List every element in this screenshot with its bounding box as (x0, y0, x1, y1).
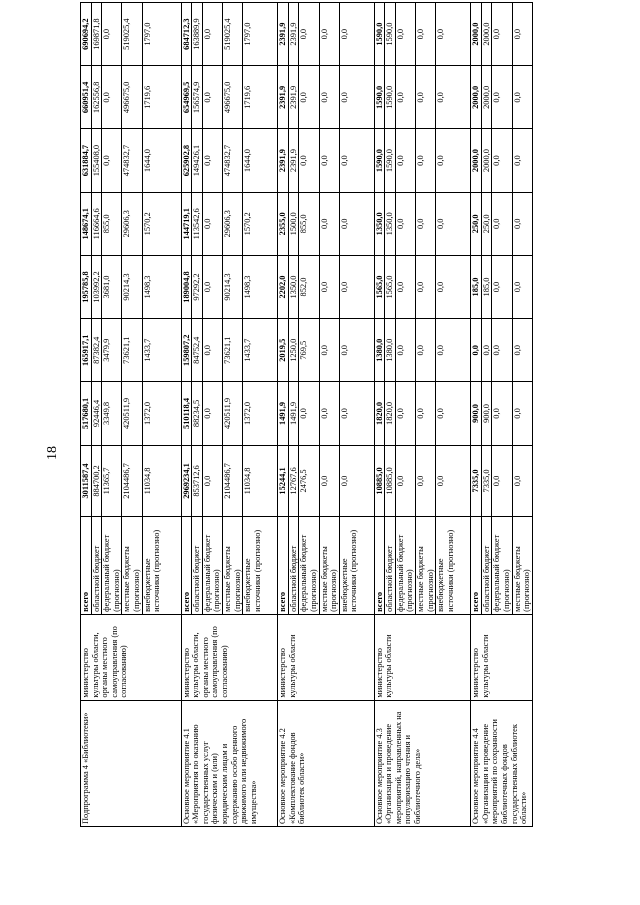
amount-cell: 654969,5 (181, 66, 192, 129)
amount-cell: 0,0 (492, 445, 512, 517)
amount-cell: 0,0 (299, 129, 319, 192)
amount-cell: 0,0 (481, 319, 492, 382)
amount-cell: 189004,8 (181, 255, 192, 318)
amount-cell: 0,0 (471, 319, 482, 382)
amount-cell: 1498,3 (142, 255, 181, 318)
amount-cell: 185,0 (471, 255, 482, 318)
amount-cell: 1590,0 (385, 3, 396, 66)
amount-cell: 2000,0 (471, 129, 482, 192)
amount-cell: 631884,7 (81, 129, 92, 192)
funding-source-cell: областной бюджет (288, 517, 299, 615)
funding-source-cell: всего (374, 517, 385, 615)
amount-cell: 3479,9 (102, 319, 122, 382)
amount-cell: 0,0 (202, 66, 222, 129)
amount-cell: 0,0 (416, 255, 436, 318)
executor-cell: министерство культуры области (278, 614, 375, 700)
amount-cell: 1590,0 (385, 66, 396, 129)
amount-cell: 162556,8 (91, 66, 102, 129)
funding-source-cell: федеральный бюджет (прогнозно) (102, 517, 122, 615)
amount-cell: 0,0 (416, 3, 436, 66)
amount-cell: 0,0 (512, 319, 532, 382)
amount-cell: 159807,2 (181, 319, 192, 382)
amount-cell: 144719,1 (181, 192, 192, 255)
amount-cell: 1590,0 (385, 129, 396, 192)
amount-cell: 496675,0 (222, 66, 242, 129)
amount-cell: 29606,3 (122, 192, 142, 255)
amount-cell: 0,0 (436, 3, 471, 66)
amount-cell: 2000,0 (471, 66, 482, 129)
funding-source-cell: местные бюджеты (прогнозно) (222, 517, 242, 615)
measure-name-cell: Основное мероприятие 4.1 «Мероприятия по оказанию государственных услуг физическим и (или) юридическим лицам и содержанию особо ценного движимого или недвижимого имущества» (181, 700, 278, 826)
amount-cell: 1565,0 (374, 255, 385, 318)
amount-cell: 0,0 (512, 255, 532, 318)
amount-cell: 0,0 (339, 129, 374, 192)
amount-cell: 1491,9 (278, 382, 289, 445)
funding-source-cell: внебюджетные источники (прогнозно) (339, 517, 374, 615)
amount-cell: 474832,7 (222, 129, 242, 192)
amount-cell: 1820,0 (374, 382, 385, 445)
funding-source-cell: всего (81, 517, 92, 615)
amount-cell: 900,0 (471, 382, 482, 445)
table-row (471, 3, 482, 827)
amount-cell: 73621,1 (222, 319, 242, 382)
amount-cell: 0,0 (436, 192, 471, 255)
amount-cell: 11034,8 (243, 445, 278, 517)
amount-cell: 0,0 (339, 382, 374, 445)
table-row (278, 3, 289, 827)
amount-cell: 852,0 (299, 255, 319, 318)
amount-cell: 1719,6 (142, 66, 181, 129)
amount-cell: 884700,2 (91, 445, 102, 517)
amount-cell: 149426,1 (192, 129, 203, 192)
measure-name-cell: Основное мероприятие 4.3 «Организация и проведение мероприятий, направленных на популяризацию чтения и библиотечного дела» (374, 700, 471, 826)
amount-cell: 97292,2 (192, 255, 203, 318)
amount-cell: 0,0 (339, 445, 374, 517)
amount-cell: 2104486,7 (122, 445, 142, 517)
funding-source-cell: областной бюджет (192, 517, 203, 615)
amount-cell: 2391,9 (288, 3, 299, 66)
amount-cell: 0,0 (395, 192, 415, 255)
amount-cell: 0,0 (436, 319, 471, 382)
amount-cell: 0,0 (339, 192, 374, 255)
funding-source-cell: всего (278, 517, 289, 615)
funding-source-cell: местные бюджеты (прогнозно) (122, 517, 142, 615)
amount-cell: 0,0 (416, 66, 436, 129)
amount-cell: 2000,0 (481, 66, 492, 129)
funding-source-cell: федеральный бюджет (прогнозно) (202, 517, 222, 615)
amount-cell: 1491,9 (288, 382, 299, 445)
amount-cell: 853712,6 (192, 445, 203, 517)
amount-cell: 1644,0 (142, 129, 181, 192)
amount-cell: 0,0 (299, 382, 319, 445)
amount-cell: 113542,6 (192, 192, 203, 255)
amount-cell: 11034,8 (142, 445, 181, 517)
amount-cell: 0,0 (395, 382, 415, 445)
page-number: 18 (45, 446, 60, 460)
amount-cell: 0,0 (102, 3, 122, 66)
amount-cell: 12767,6 (288, 445, 299, 517)
amount-cell: 165917,1 (81, 319, 92, 382)
amount-cell: 90214,3 (122, 255, 142, 318)
amount-cell: 660951,4 (81, 66, 92, 129)
amount-cell: 0,0 (395, 66, 415, 129)
amount-cell: 163889,9 (192, 3, 203, 66)
budget-table (80, 2, 533, 827)
amount-cell: 0,0 (436, 382, 471, 445)
amount-cell: 1644,0 (243, 129, 278, 192)
amount-cell: 73621,1 (122, 319, 142, 382)
amount-cell: 0,0 (416, 192, 436, 255)
amount-cell: 195785,8 (81, 255, 92, 318)
amount-cell: 0,0 (319, 66, 339, 129)
amount-cell: 1372,0 (142, 382, 181, 445)
amount-cell: 2391,9 (288, 66, 299, 129)
funding-source-cell: всего (181, 517, 192, 615)
amount-cell: 169871,8 (91, 3, 102, 66)
funding-source-cell: областной бюджет (385, 517, 396, 615)
amount-cell: 0,0 (512, 192, 532, 255)
table-row (181, 3, 192, 827)
amount-cell: 684712,3 (181, 3, 192, 66)
table-row (374, 3, 385, 827)
amount-cell: 0,0 (339, 255, 374, 318)
amount-cell: 0,0 (319, 255, 339, 318)
amount-cell: 1372,0 (243, 382, 278, 445)
amount-cell: 3349,8 (102, 382, 122, 445)
amount-cell: 2104486,7 (222, 445, 242, 517)
amount-cell: 0,0 (492, 192, 512, 255)
amount-cell: 0,0 (416, 319, 436, 382)
funding-source-cell: федеральный бюджет (прогнозно) (299, 517, 319, 615)
amount-cell: 0,0 (319, 192, 339, 255)
amount-cell: 900,0 (481, 382, 492, 445)
amount-cell: 1498,3 (243, 255, 278, 318)
amount-cell: 1380,0 (385, 319, 396, 382)
amount-cell: 519025,4 (122, 3, 142, 66)
amount-cell: 0,0 (202, 192, 222, 255)
amount-cell: 0,0 (436, 66, 471, 129)
amount-cell: 625902,8 (181, 129, 192, 192)
amount-cell: 1590,0 (374, 66, 385, 129)
amount-cell: 0,0 (512, 382, 532, 445)
amount-cell: 0,0 (512, 129, 532, 192)
amount-cell: 3681,0 (102, 255, 122, 318)
amount-cell: 2000,0 (471, 3, 482, 66)
amount-cell: 148674,1 (81, 192, 92, 255)
amount-cell: 1797,0 (142, 3, 181, 66)
amount-cell: 1570,2 (243, 192, 278, 255)
amount-cell: 0,0 (492, 3, 512, 66)
amount-cell: 0,0 (339, 319, 374, 382)
funding-source-cell: местные бюджеты (прогнозно) (319, 517, 339, 615)
amount-cell: 855,0 (102, 192, 122, 255)
amount-cell: 519025,4 (222, 3, 242, 66)
amount-cell: 0,0 (395, 319, 415, 382)
funding-source-cell: внебюджетные источники (прогнозно) (436, 517, 471, 615)
amount-cell: 1590,0 (374, 3, 385, 66)
funding-source-cell: местные бюджеты (прогнозно) (416, 517, 436, 615)
executor-cell: министерство культуры области, органы местного самоуправления (по согласованию) (181, 614, 278, 700)
amount-cell: 11365,7 (102, 445, 122, 517)
amount-cell: 0,0 (299, 66, 319, 129)
amount-cell: 2476,5 (299, 445, 319, 517)
amount-cell: 0,0 (202, 445, 222, 517)
amount-cell: 15244,1 (278, 445, 289, 517)
amount-cell: 517680,1 (81, 382, 92, 445)
amount-cell: 2391,9 (278, 66, 289, 129)
budget-table-body (81, 3, 533, 827)
amount-cell: 510118,4 (181, 382, 192, 445)
amount-cell: 0,0 (492, 129, 512, 192)
amount-cell: 0,0 (202, 129, 222, 192)
executor-cell: министерство культуры области (374, 614, 471, 700)
amount-cell: 0,0 (319, 3, 339, 66)
amount-cell: 1570,2 (142, 192, 181, 255)
amount-cell: 0,0 (512, 445, 532, 517)
amount-cell: 1250,0 (288, 319, 299, 382)
amount-cell: 0,0 (436, 445, 471, 517)
amount-cell: 0,0 (339, 3, 374, 66)
amount-cell: 0,0 (492, 255, 512, 318)
amount-cell: 2000,0 (481, 3, 492, 66)
amount-cell: 2391,9 (278, 3, 289, 66)
amount-cell: 1350,0 (288, 255, 299, 318)
amount-cell: 1797,0 (243, 3, 278, 66)
amount-cell: 0,0 (492, 319, 512, 382)
amount-cell: 0,0 (492, 382, 512, 445)
amount-cell: 769,5 (299, 319, 319, 382)
executor-cell: министерство культуры области, органы местного самоуправления (по согласованию) (81, 614, 182, 700)
amount-cell: 0,0 (512, 3, 532, 66)
amount-cell: 1433,7 (142, 319, 181, 382)
funding-source-cell: федеральный бюджет (прогнозно) (492, 517, 512, 615)
amount-cell: 29606,3 (222, 192, 242, 255)
amount-cell: 0,0 (395, 445, 415, 517)
amount-cell: 0,0 (395, 3, 415, 66)
amount-cell: 0,0 (102, 129, 122, 192)
amount-cell: 0,0 (319, 382, 339, 445)
measure-name-cell: Основное мероприятие 4.2 «Комплектование фондов библиотек области» (278, 700, 375, 826)
amount-cell: 0,0 (319, 129, 339, 192)
amount-cell: 0,0 (202, 3, 222, 66)
amount-cell: 2969234,1 (181, 445, 192, 517)
amount-cell: 0,0 (416, 445, 436, 517)
amount-cell: 7335,0 (481, 445, 492, 517)
amount-cell: 0,0 (299, 3, 319, 66)
budget-table-sheet (80, 2, 633, 827)
amount-cell: 88234,5 (192, 382, 203, 445)
amount-cell: 2391,9 (288, 129, 299, 192)
amount-cell: 10885,0 (385, 445, 396, 517)
funding-source-cell: областной бюджет (91, 517, 102, 615)
amount-cell: 0,0 (492, 66, 512, 129)
amount-cell: 92446,4 (91, 382, 102, 445)
amount-cell: 2000,0 (481, 129, 492, 192)
amount-cell: 0,0 (202, 255, 222, 318)
amount-cell: 250,0 (481, 192, 492, 255)
amount-cell: 1500,0 (288, 192, 299, 255)
amount-cell: 1719,6 (243, 66, 278, 129)
amount-cell: 103992,2 (91, 255, 102, 318)
funding-source-cell: местные бюджеты (прогнозно) (512, 517, 532, 615)
amount-cell: 3011587,4 (81, 445, 92, 517)
funding-source-cell: областной бюджет (481, 517, 492, 615)
amount-cell: 1350,0 (374, 192, 385, 255)
amount-cell: 116664,6 (91, 192, 102, 255)
amount-cell: 185,0 (481, 255, 492, 318)
amount-cell: 156574,9 (192, 66, 203, 129)
amount-cell: 1350,0 (385, 192, 396, 255)
amount-cell: 474832,7 (122, 129, 142, 192)
amount-cell: 0,0 (102, 66, 122, 129)
amount-cell: 10885,0 (374, 445, 385, 517)
funding-source-cell: внебюджетные источники (прогнозно) (243, 517, 278, 615)
amount-cell: 2391,9 (278, 129, 289, 192)
amount-cell: 0,0 (416, 129, 436, 192)
funding-source-cell: внебюджетные источники (прогнозно) (142, 517, 181, 615)
amount-cell: 0,0 (395, 129, 415, 192)
amount-cell: 0,0 (512, 66, 532, 129)
measure-name-cell: Подпрограмма 4 «Библиотеки» (81, 700, 182, 826)
amount-cell: 2202,0 (278, 255, 289, 318)
amount-cell: 0,0 (436, 129, 471, 192)
amount-cell: 0,0 (319, 319, 339, 382)
measure-name-cell: Основное мероприятие 4.4 «Организация и проведение мероприятий по сохранности библиотечных фондов государственных библиотек области» (471, 700, 533, 826)
amount-cell: 1590,0 (374, 129, 385, 192)
amount-cell: 0,0 (416, 382, 436, 445)
amount-cell: 0,0 (339, 66, 374, 129)
amount-cell: 1820,0 (385, 382, 396, 445)
amount-cell: 0,0 (202, 382, 222, 445)
amount-cell: 855,0 (299, 192, 319, 255)
amount-cell: 90214,3 (222, 255, 242, 318)
amount-cell: 1565,0 (385, 255, 396, 318)
funding-source-cell: федеральный бюджет (прогнозно) (395, 517, 415, 615)
amount-cell: 0,0 (436, 255, 471, 318)
amount-cell: 496675,0 (122, 66, 142, 129)
amount-cell: 250,0 (471, 192, 482, 255)
amount-cell: 2355,0 (278, 192, 289, 255)
amount-cell: 0,0 (202, 319, 222, 382)
amount-cell: 87382,4 (91, 319, 102, 382)
executor-cell: министерство культуры области (471, 614, 533, 700)
amount-cell: 84752,4 (192, 319, 203, 382)
amount-cell: 7335,0 (471, 445, 482, 517)
amount-cell: 0,0 (319, 445, 339, 517)
amount-cell: 690694,2 (81, 3, 92, 66)
table-row (81, 3, 92, 827)
amount-cell: 155408,0 (91, 129, 102, 192)
amount-cell: 0,0 (395, 255, 415, 318)
funding-source-cell: всего (471, 517, 482, 615)
amount-cell: 2019,5 (278, 319, 289, 382)
amount-cell: 420511,9 (222, 382, 242, 445)
amount-cell: 420511,9 (122, 382, 142, 445)
amount-cell: 1380,0 (374, 319, 385, 382)
amount-cell: 1433,7 (243, 319, 278, 382)
